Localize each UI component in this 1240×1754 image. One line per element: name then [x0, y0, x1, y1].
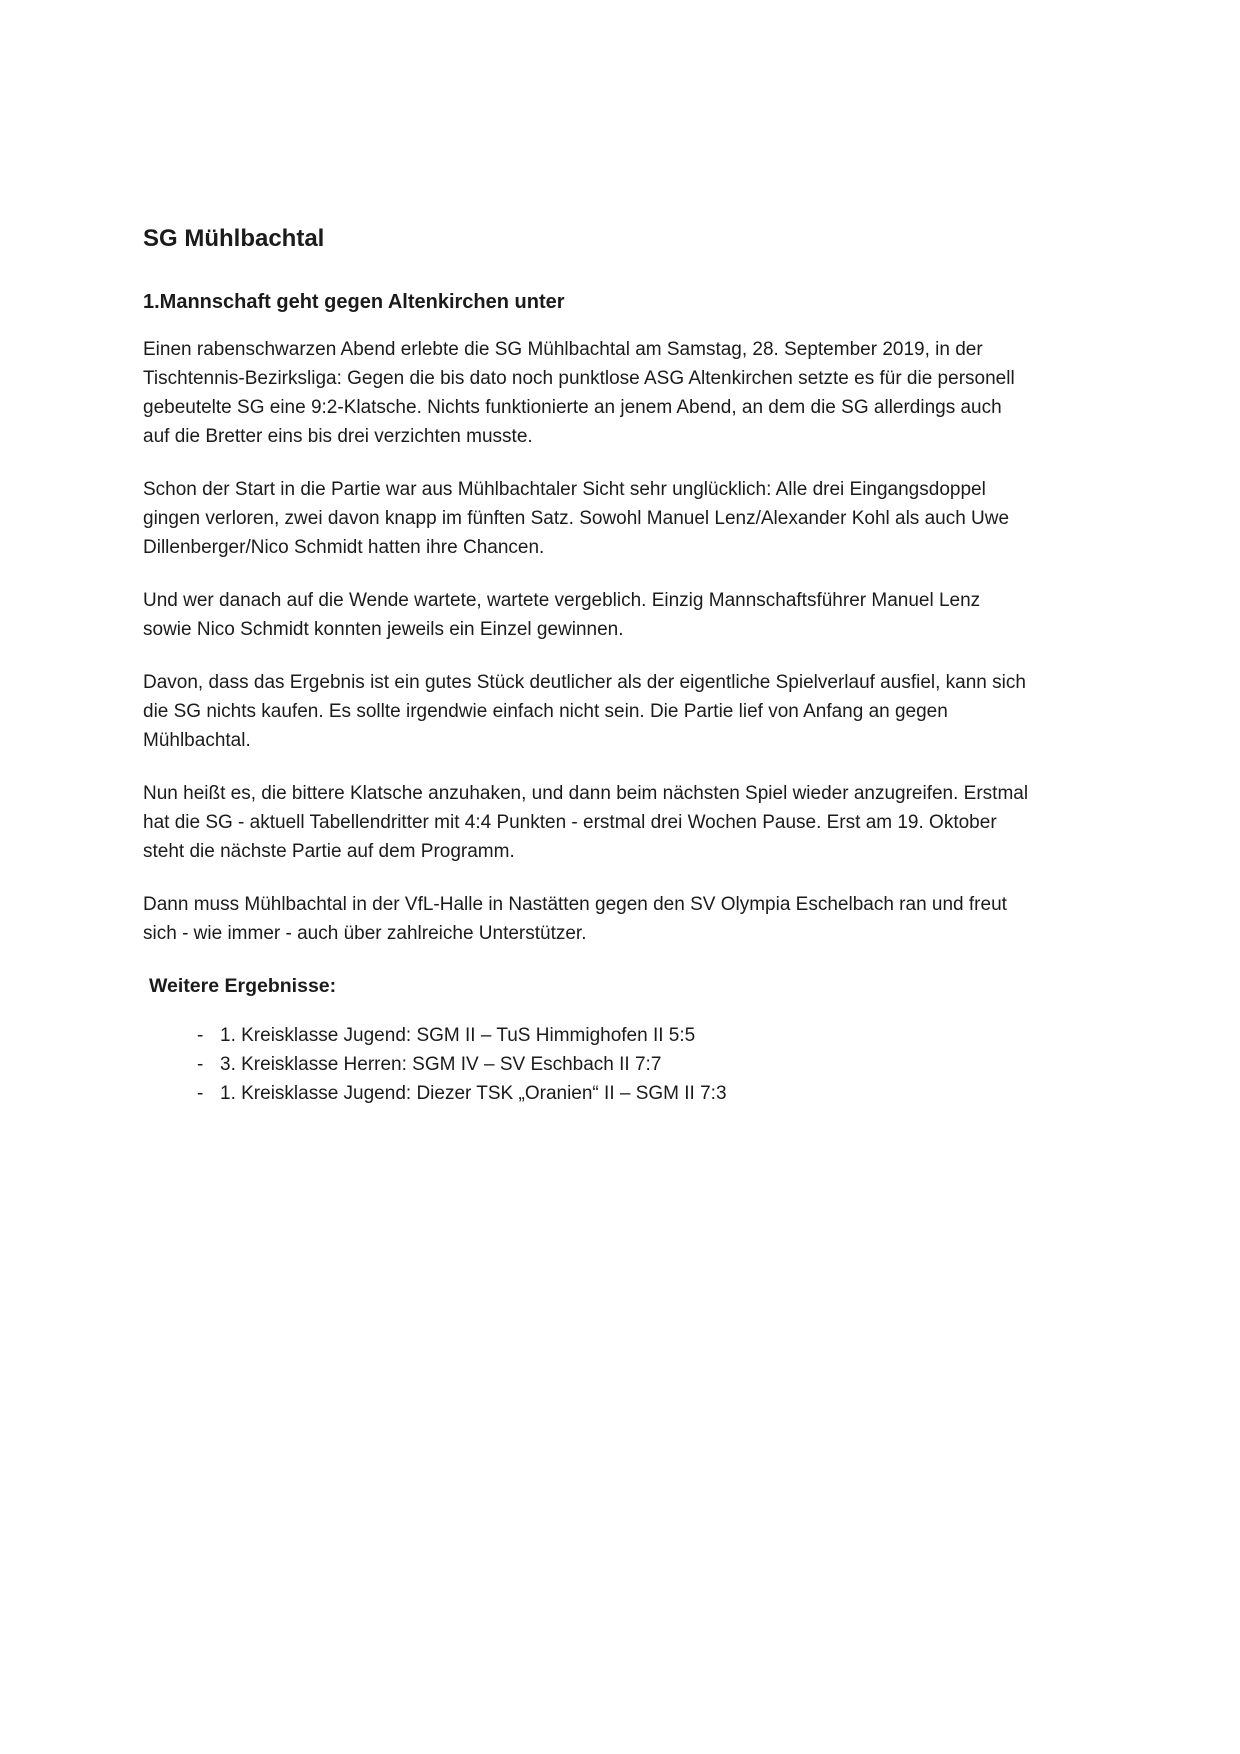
article-paragraph-3: [143, 586, 1120, 644]
bullet-dash: -: [197, 1054, 204, 1075]
paragraph-line: Einen rabenschwarzen Abend erlebte die SG Mühlbachtal am Samstag, 28. September 2019, in der: [143, 339, 983, 360]
bullet-dash: -: [197, 1083, 204, 1104]
result-list-item: [197, 1021, 1120, 1050]
result-text: 3. Kreisklasse Herren: SGM IV – SV Eschbach II 7:7: [220, 1054, 662, 1075]
paragraph-line: Nun heißt es, die bittere Klatsche anzuhaken, und dann beim nächsten Spiel wieder anzugreifen. Erstmal: [143, 783, 1029, 804]
paragraph-line: hat die SG - aktuell Tabellendritter mit 4:4 Punkten - erstmal drei Wochen Pause. Erst am 19. Oktober: [143, 812, 997, 833]
paragraph-line: Dillenberger/Nico Schmidt hatten ihre Chancen.: [143, 537, 545, 558]
article-paragraphs: [143, 335, 1120, 948]
result-text: 1. Kreisklasse Jugend: Diezer TSK „Oranien“ II – SGM II 7:3: [220, 1083, 727, 1104]
results-list: [197, 1021, 1120, 1108]
result-list-item: [197, 1079, 1120, 1108]
paragraph-line: auf die Bretter eins bis drei verzichten musste.: [143, 426, 533, 447]
result-list-item: [197, 1050, 1120, 1079]
paragraph-line: Dann muss Mühlbachtal in der VfL-Halle in Nastätten gegen den SV Olympia Eschelbach ran und freut: [143, 894, 1007, 915]
article-paragraph-5: [143, 779, 1120, 866]
paragraph-line: Tischtennis-Bezirksliga: Gegen die bis dato noch punktlose ASG Altenkirchen setzte es für die personell: [143, 368, 1015, 389]
article-heading: 1.Mannschaft geht gegen Altenkirchen unter: [143, 291, 565, 313]
paragraph-line: Und wer danach auf die Wende wartete, wartete vergeblich. Einzig Mannschaftsführer Manuel Lenz: [143, 590, 981, 611]
paragraph-line: die SG nichts kaufen. Es sollte irgendwie einfach nicht sein. Die Partie lief von Anfang an gegen: [143, 701, 948, 722]
paragraph-line: gebeutelte SG eine 9:2-Klatsche. Nichts funktionierte an jenem Abend, an dem die SG allerdings auch: [143, 397, 1002, 418]
paragraph-line: sich - wie immer - auch über zahlreiche Unterstützer.: [143, 923, 587, 944]
article-title: SG Mühlbachtal: [143, 225, 325, 252]
article-paragraph-4: [143, 668, 1120, 755]
paragraph-line: sowie Nico Schmidt konnten jeweils ein Einzel gewinnen.: [143, 619, 624, 640]
result-text: 1. Kreisklasse Jugend: SGM II – TuS Himmighofen II 5:5: [220, 1025, 696, 1046]
results-heading: Weitere Ergebnisse:: [149, 975, 337, 997]
bullet-dash: -: [197, 1025, 204, 1046]
article-paragraph-2: [143, 475, 1120, 562]
paragraph-line: Mühlbachtal.: [143, 730, 251, 751]
paragraph-line: steht die nächste Partie auf dem Programm.: [143, 841, 515, 862]
article-paragraph-6: [143, 890, 1120, 948]
article-paragraph-1: [143, 335, 1120, 451]
paragraph-line: Davon, dass das Ergebnis ist ein gutes Stück deutlicher als der eigentliche Spielverlauf ausfiel, kann sich: [143, 672, 1026, 693]
paragraph-line: Schon der Start in die Partie war aus Mühlbachtaler Sicht sehr unglücklich: Alle drei Eingangsdoppel: [143, 479, 986, 500]
paragraph-line: gingen verloren, zwei davon knapp im fünften Satz. Sowohl Manuel Lenz/Alexander Kohl als auch Uwe: [143, 508, 1010, 529]
